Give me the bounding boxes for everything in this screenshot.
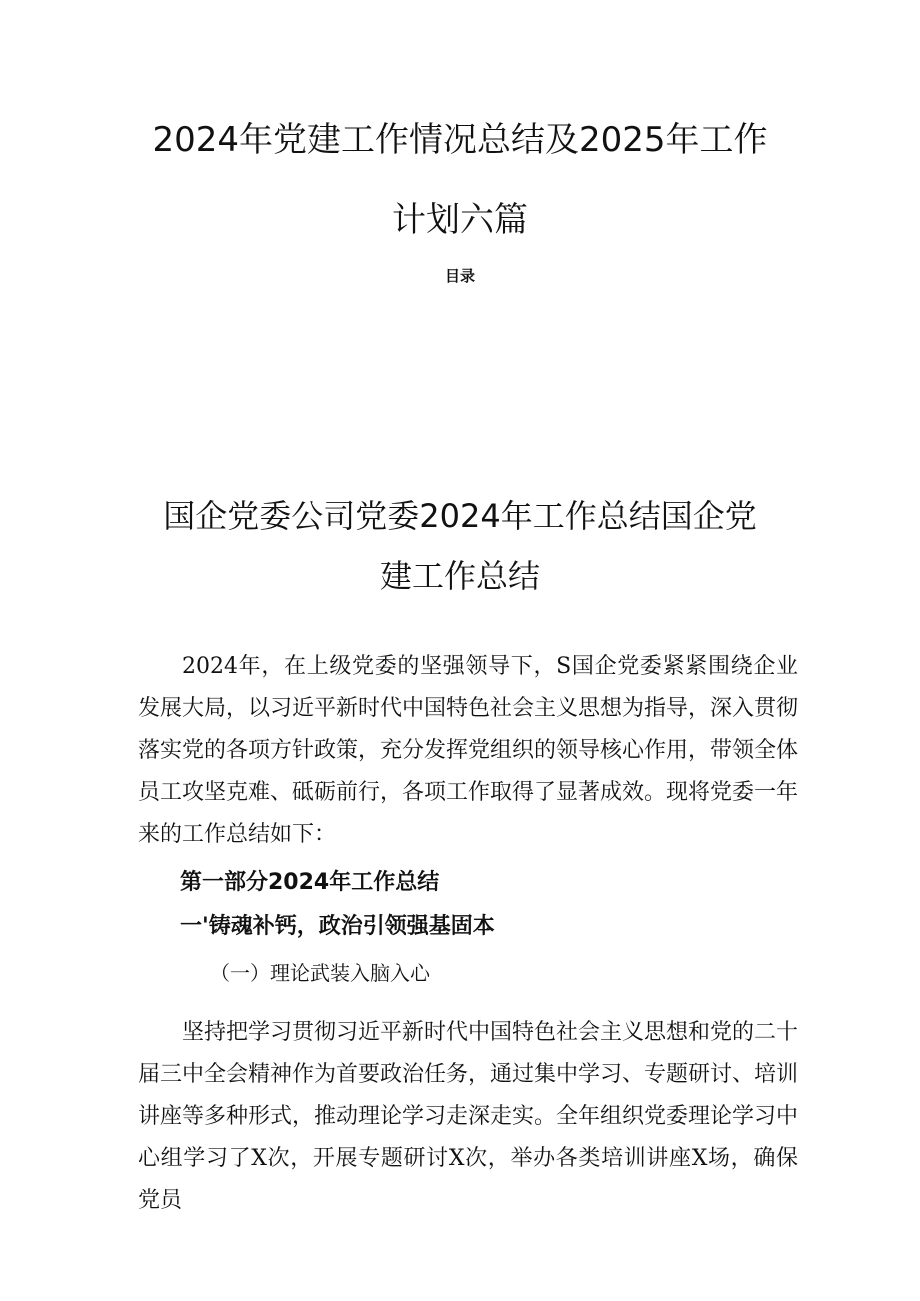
document-title-line-2: 计划六篇 xyxy=(392,200,528,240)
heading-level-1: 一'铸魂补钙，政治引领强基固本 xyxy=(180,914,495,939)
part-heading: 第一部分2024年工作总结 xyxy=(180,870,440,895)
intro-paragraph: 2024年，在上级党委的坚强领导下，S国企党委紧紧围绕企业发展大局，以习近平新时代中国特色社会主义思想为指导，深入贯彻落实党的各项方针政策，充分发挥党组织的领导核心作用，带领全体员工攻坚克难、砥砺前行，各项工作取得了显著成效。现将党委一年来的工作总结如下： xyxy=(138,654,799,847)
section-title-line-2: 建工作总结 xyxy=(379,557,540,595)
document-title-line-1: 2024年党建工作情况总结及2025年工作 xyxy=(152,120,768,160)
theory-paragraph: 坚持把学习贯彻习近平新时代中国特色社会主义思想和党的二十届三中全会精神作为首要政治任务，通过集中学习、专题研讨、培训讲座等多种形式，推动理论学习走深走实。全年组织党委理论学习中心组学习了X次，开展专题研讨X次，举办各类培训讲座X场，确保党员 xyxy=(138,1020,799,1213)
table-of-contents-label: 目录 xyxy=(444,267,475,285)
section-title-line-1: 国企党委公司党委2024年工作总结国企党 xyxy=(163,497,757,535)
heading-level-2: （一）理论武装入脑入心 xyxy=(210,961,430,985)
